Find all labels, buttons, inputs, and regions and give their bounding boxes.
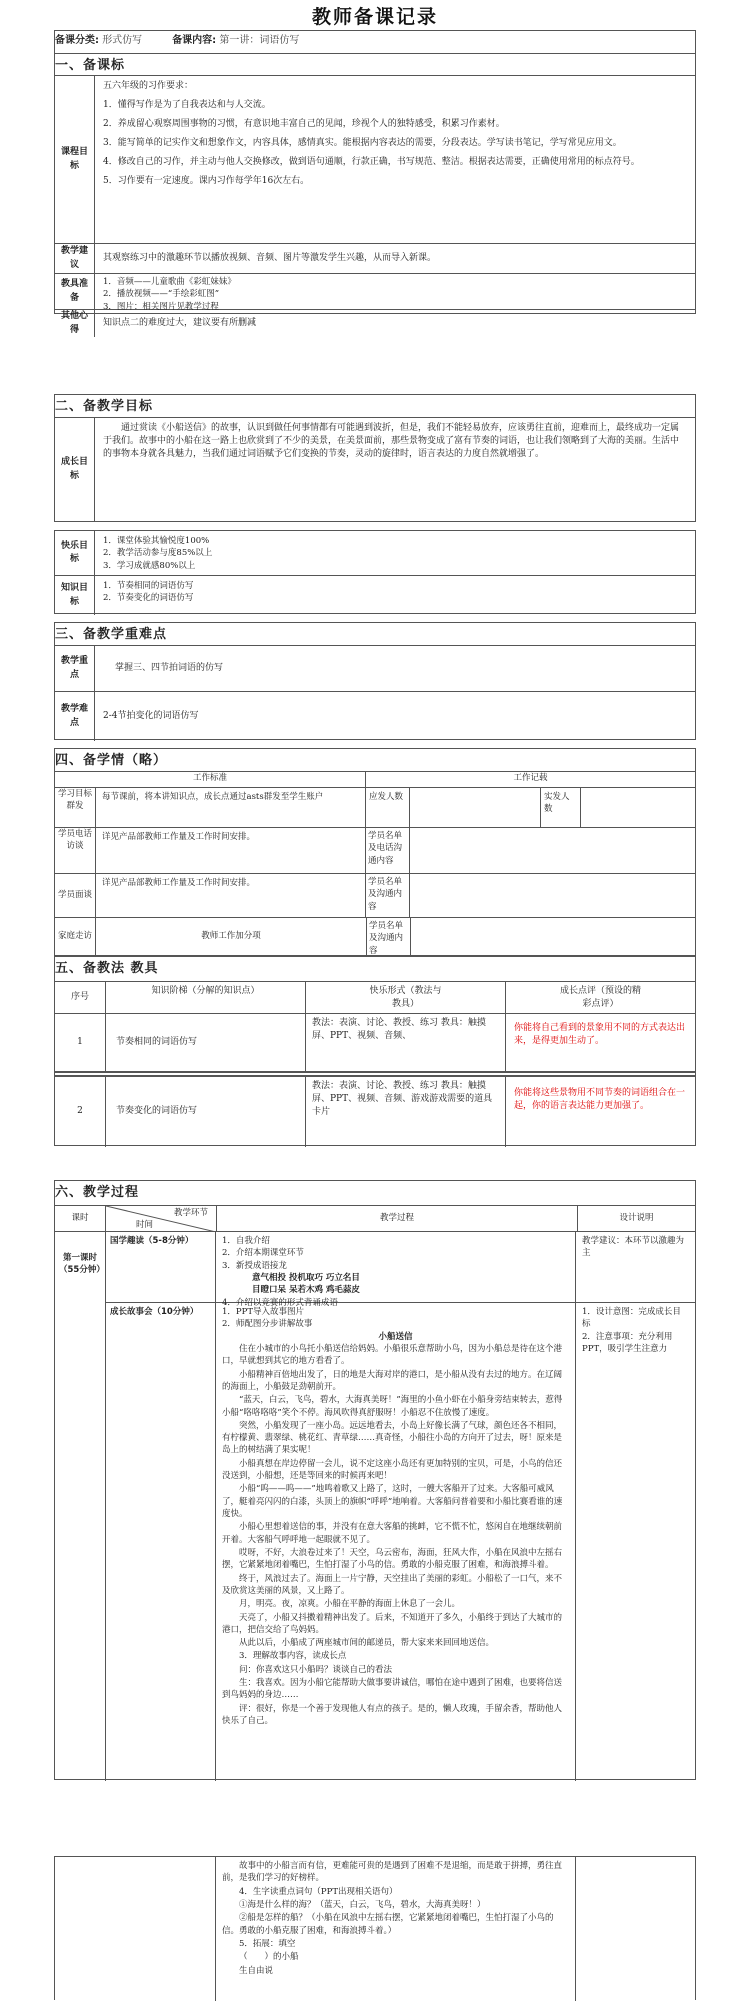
process-guoxue xyxy=(216,1232,576,1308)
goal-item: 4．修改自己的习作，并主动与他人交换修改，做到语句通顺，行款正确，书写规范、整洁。根据表达需要，正确使用常用的标点符号。 xyxy=(103,157,640,168)
know-item: 2．节奏变化的词语仿写 xyxy=(103,593,194,604)
process-line: 评：很好，你是一个善于发现他人有点的孩子。是的，懒人玫瑰，手留余香，帮助他人快乐了自己。 xyxy=(222,1703,563,1726)
method-form: 教法：表演、讨论、教授、练习 教具：触摸屏、PPT、视频、音频、 xyxy=(306,1014,506,1071)
s4-row-interview xyxy=(55,873,695,917)
know-item: 1．节奏相同的词语仿写 xyxy=(103,581,194,591)
goal-item: 2．养成留心观察周围事物的习惯，有意识地丰富自己的见闻，珍视个人的独特感受，积累习作素材。 xyxy=(103,119,505,130)
prep-list xyxy=(95,274,695,312)
note-guoxue: 教学建议：本环节以激趣为主 xyxy=(582,1236,685,1259)
know-list xyxy=(95,576,695,615)
section-title: 二、备教学目标 xyxy=(55,399,154,414)
process-line: 问：你喜欢这只小船吗？谈谈自己的看法 xyxy=(239,1664,393,1675)
process-line: 3．新授成语接龙 xyxy=(222,1260,287,1271)
visit-record xyxy=(411,918,695,955)
phone-label: 学员电话访谈 xyxy=(55,828,96,873)
col-form: 快乐形式（教法与教具） xyxy=(306,982,506,1013)
continued-process xyxy=(216,1857,576,2001)
story-paragraph: 哎呀，不好，大浪卷过来了！天空，乌云密布，海面，狂风大作，小船在风浪中左摇右摆，它紧紧地闭着嘴巴，生怕打湿了小鸟的信。勇敢的小船克服了困难，和海浪搏斗着。 xyxy=(222,1547,563,1571)
process-line: 1．自我介绍 xyxy=(222,1236,270,1246)
visit-right: 学员名单及沟通内容 xyxy=(367,918,411,955)
step-row-story xyxy=(106,1303,695,1781)
prep-item: 1．音频——儿童歌曲《彩虹妹妹》 xyxy=(103,277,236,287)
interview-right: 学员名单及沟通内容 xyxy=(366,874,410,917)
process-line: ②船是怎样的船？（小船在风浪中左摇右摆，它紧紧地闭着嘴巴，生怕打湿了小鸟的信。勇敢的小船克服了困难，和海浪搏斗着。） xyxy=(222,1913,554,1936)
prep-row xyxy=(55,273,695,312)
col-comment: 成长点评（预设的精彩点评） xyxy=(559,986,641,1010)
interview-record xyxy=(410,874,695,917)
category-label: 备课分类: xyxy=(55,35,99,46)
other-row xyxy=(55,309,695,337)
growth-row xyxy=(55,417,695,521)
section-title: 五、备教法 教具 xyxy=(55,961,159,976)
happy-row xyxy=(55,531,695,575)
process-line: （ ）的小船 xyxy=(239,1952,299,1963)
story-paragraph: 住在小城市的小鸟托小船送信给妈妈。小船很乐意帮助小鸟，因为小船总是待在这个港口，早就想到其它的地方看看了。 xyxy=(222,1343,563,1367)
growth-paragraph: 通过赏读《小船送信》的故事，认识到做任何事情都有可能遇到波折，但是，我们不能轻易放弃，应该勇往直前，迎难而上，最终成功一定属于我们。故事中的小船在这一路上也欣赏到了不少的美景，在美景面前，那些景物变成了富有节奏的词语，也让我们领略到了大海的美丽。生活中的事物本身就各具魅力，当我们通过词语赋予它们变换的节奏，灵动的旋律时，语言表达的力度自然就增强了。 xyxy=(103,423,680,460)
process-rows xyxy=(106,1232,695,1781)
process-line: 3．理解故事内容，读成长点 xyxy=(239,1651,347,1662)
story-paragraph: 小船心里想着送信的事，并没有在意大客船的挑衅，它不慌不忙，悠闲自在地继续朝前开着。大客船气呼呼地一起眼就不见了。 xyxy=(222,1522,563,1545)
step-story: 成长故事会（10分钟） xyxy=(106,1303,216,1781)
story-paragraph: 月，明亮。夜，凉爽。小船在平静的海面上休息了一会儿。 xyxy=(239,1599,461,1610)
happy-list xyxy=(95,531,695,575)
section-title: 六、教学过程 xyxy=(55,1185,140,1200)
goal-item: 3．能写简单的记实作文和想象作文，内容具体，感情真实。能根据内容表达的需要，分段表达。学写读书笔记，学写常见应用文。 xyxy=(103,138,622,149)
advice-text: 其观察练习中的激趣环节以播放视频、音频、图片等激发学生兴趣，从而导入新课。 xyxy=(103,252,437,263)
col-knowledge: 知识阶梯（分解的知识点） xyxy=(106,982,306,1013)
goal-item: 1．懂得写作是为了自我表达和与人交流。 xyxy=(103,100,271,111)
prep-item: 3．图片：相关图片见教学过程 xyxy=(103,301,219,312)
other-label: 其他心得 xyxy=(55,310,95,337)
should-send-label: 应发人数 xyxy=(366,788,410,827)
growth-label: 成长目标 xyxy=(55,418,95,521)
continued-note xyxy=(576,1857,695,2001)
s4-row-visit xyxy=(55,917,695,955)
method-comment: 你能将自己看到的景象用不同的方式表达出来，是得更加生动了。 xyxy=(514,1023,686,1047)
s4-header xyxy=(55,771,695,787)
process-line: ①海是什么样的海？（蓝天，白云，飞鸟，碧水，大海真美呀！） xyxy=(239,1899,486,1910)
story-paragraph: 小船精神百倍地出发了，日的地是大海对岸的港口，是小船从没有去过的地方。在辽阔的海面上，小船鼓足劲朝前开。 xyxy=(222,1369,563,1392)
section-title: 四、备学情（略） xyxy=(55,753,168,768)
section-key-points xyxy=(54,622,696,740)
section-teaching-goals xyxy=(54,394,696,522)
section-goal-detail xyxy=(54,530,696,614)
s4-row-phone xyxy=(55,827,695,873)
note-story xyxy=(576,1303,695,1781)
visit-text: 教师工作加分项 xyxy=(96,918,367,955)
goal-row xyxy=(55,75,695,243)
col-step-label: 教学环节 xyxy=(173,1208,208,1218)
process-line: 4．介绍以竞赛的形式背诵成语 xyxy=(222,1297,338,1308)
goal-list xyxy=(95,76,695,243)
method-no: 2 xyxy=(55,1077,106,1147)
know-label: 知识目标 xyxy=(55,576,95,615)
idiom-line: 目瞪口呆 呆若木鸡 鸡毛蒜皮 xyxy=(252,1285,360,1296)
period-col xyxy=(55,1232,106,1781)
note-line: 1．设计意图：完成成长目标 xyxy=(582,1307,681,1330)
story-paragraph: 天亮了，小船又抖擞着精神出发了。后来，不知道开了多久，小船终于到达了大城市的港口，把信交给了鸟妈妈。 xyxy=(222,1612,563,1635)
diff-label: 教学难点 xyxy=(55,692,95,741)
method-row-2 xyxy=(55,1071,695,1147)
section-title: 一、备课标 xyxy=(55,53,695,75)
interview-text: 详见产品部教师工作量及工作时间安排。 xyxy=(96,874,366,917)
section-process-continued xyxy=(54,1856,696,2000)
key-label: 教学重点 xyxy=(55,646,95,691)
goal-item: 5．习作要有一定速度。课内习作每学年16次左右。 xyxy=(103,176,310,187)
broadcast-text: 每节课前，将本讲知识点，成长点通过asts群发至学生账户 xyxy=(96,788,366,827)
col-period: 课时 xyxy=(55,1206,106,1231)
period-label: 第一课时（55分钟） xyxy=(59,1253,105,1276)
phone-right: 学员名单及电话沟通内容 xyxy=(366,828,410,873)
prep-label: 教具准备 xyxy=(55,274,95,309)
happy-item: 2．教学活动参与度85%以上 xyxy=(103,548,213,559)
story-title: 小船送信 xyxy=(378,1331,413,1342)
process-story xyxy=(216,1303,576,1781)
s4-row-broadcast xyxy=(55,787,695,827)
col-record: 工作记载 xyxy=(513,773,548,783)
method-form: 教法：表演、讨论、教授、练习 教具：触摸屏、PPT、视频、音频、游戏游戏需要的道具卡片 xyxy=(306,1077,506,1147)
step-guoxue: 国学趣读（5-8分钟） xyxy=(106,1232,216,1302)
section-learning-situation xyxy=(54,748,696,956)
happy-item: 3．学习成就感80%以上 xyxy=(103,560,196,571)
note-line: 2．注意事项：充分利用PPT，吸引学生注意力 xyxy=(582,1331,673,1354)
happy-label: 快乐目标 xyxy=(55,531,95,575)
continued-row xyxy=(55,1857,695,2001)
continued-left xyxy=(55,1857,216,2001)
phone-text: 详见产品部教师工作量及工作时间安排。 xyxy=(96,828,366,873)
method-row-1 xyxy=(55,1013,695,1071)
process-line: 4．生字读重点词句（PPT出现相关语句） xyxy=(239,1886,398,1897)
story-paragraph: 小船“呜——呜——”地鸣着歌又上路了，这时，一艘大客船开了过来。大客船可威风了，艇着亮闪闪的白漆，头顶上的旗帜“呼呼”地响着。大客船问普着要和小船比赛看谁的速度快。 xyxy=(222,1484,563,1519)
story-paragraph: 突然，小船发现了一座小岛。远远地看去，小岛上好像长满了气球，颜色还各不相同，有柠檬黄、翡翠绿、桃花红、青草绿……真奇怪，小船往小岛的方向开了过去，呀！原来是岛上的树结满了果实呢！ xyxy=(222,1420,563,1456)
section-methods xyxy=(54,956,696,1146)
other-text: 知识点二的难度过大，建议要有所删减 xyxy=(103,317,257,328)
goal-item: 五六年级的习作要求： xyxy=(103,81,194,91)
process-line: 2．师配图分步讲解故事 xyxy=(222,1319,313,1330)
key-row xyxy=(55,645,695,691)
s6-header xyxy=(55,1205,695,1231)
should-send-value xyxy=(410,788,541,827)
diff-text: 2-4节拍变化的词语仿写 xyxy=(103,710,199,721)
actual-send-label: 实发人数 xyxy=(541,788,581,827)
s5-header xyxy=(55,981,695,1013)
process-line: 生：我喜欢。因为小船它能帮助大做事要讲诚信，哪怕在途中遇到了困难，也要将信送到鸟妈妈的身边…… xyxy=(222,1678,563,1701)
process-line: 1．PPT导入故事图片 xyxy=(222,1307,305,1317)
story-paragraph: 终于，风浪过去了。海面上一片宁静，天空挂出了美丽的彩虹。小船松了一口气，来不及欣赏这美丽的风景，又上路了。 xyxy=(222,1573,563,1596)
process-line: 2．介绍本期课堂环节 xyxy=(222,1248,304,1259)
story-paragraph: “蓝天，白云，飞鸟，碧水，大海真美呀！”海里的小鱼小虾在小船身旁结束转去，惹得小船“咯咯咯咯”笑个不停。海风吹得真舒服呀！小船忍不住放慢了速度。 xyxy=(222,1395,563,1418)
idiom-line: 意气相投 投机取巧 巧立名目 xyxy=(252,1272,360,1283)
col-no: 序号 xyxy=(55,982,106,1013)
method-comment: 你能将这些景物用不同节奏的词语组合在一起，你的语言表达能力更加强了。 xyxy=(514,1088,686,1112)
col-step xyxy=(106,1206,217,1231)
method-knowledge: 节奏相同的词语仿写 xyxy=(106,1014,306,1071)
story-paragraph: 从此以后，小船成了两座城市间的邮递员，帮大家来来回回地送信。 xyxy=(239,1638,495,1649)
advice-label: 教学建议 xyxy=(55,244,95,273)
visit-label: 家庭走访 xyxy=(55,918,96,955)
col-time-label: 时间 xyxy=(136,1219,154,1230)
meta-row xyxy=(55,31,695,53)
diff-row xyxy=(55,691,695,741)
goal-label: 课程目标 xyxy=(55,76,95,243)
process-line: 生自由说 xyxy=(239,1965,274,1976)
interview-label: 学员面谈 xyxy=(55,874,96,917)
know-row xyxy=(55,575,695,615)
section-process xyxy=(54,1180,696,1780)
growth-text xyxy=(95,418,695,521)
content-value: 第一讲：词语仿写 xyxy=(219,35,300,46)
s6-body xyxy=(55,1231,695,1781)
process-line: 故事中的小船言而有信，更难能可贵的是遇到了困难不是退缩，而是敢于拼搏，勇往直前，是我们学习的好榜样。 xyxy=(222,1861,563,1884)
broadcast-label: 学习目标群发 xyxy=(55,788,96,827)
actual-send-value xyxy=(581,788,695,827)
section-title: 三、备教学重难点 xyxy=(55,627,168,642)
step-row-guoxue xyxy=(106,1232,695,1308)
col-process: 教学过程 xyxy=(217,1206,578,1231)
key-text: 掌握三、四节拍词语的仿写 xyxy=(115,662,224,673)
method-knowledge: 节奏变化的词语仿写 xyxy=(106,1077,306,1147)
page-title: 教师备课记录 xyxy=(311,6,438,28)
category-value: 形式仿写 xyxy=(102,35,143,46)
prep-item: 2．播放视频——“手绘彩虹图” xyxy=(103,289,220,300)
advice-row xyxy=(55,243,695,273)
happy-item: 1．课堂体验其愉悦度100% xyxy=(103,536,210,546)
content-label: 备课内容: xyxy=(172,35,217,46)
method-no: 1 xyxy=(55,1014,106,1071)
process-line: 5．拓展：填空 xyxy=(239,1938,296,1949)
col-standard: 工作标准 xyxy=(55,772,366,787)
phone-record xyxy=(410,828,695,873)
section-course-standard xyxy=(54,30,696,335)
story-paragraph: 小船真想在岸边停留一会儿，说不定这座小岛还有更加特别的宝贝，可是，小鸟的信还没送到，小船想，还是等回来的时候再来吧！ xyxy=(222,1458,563,1482)
col-note: 设计说明 xyxy=(619,1213,654,1224)
